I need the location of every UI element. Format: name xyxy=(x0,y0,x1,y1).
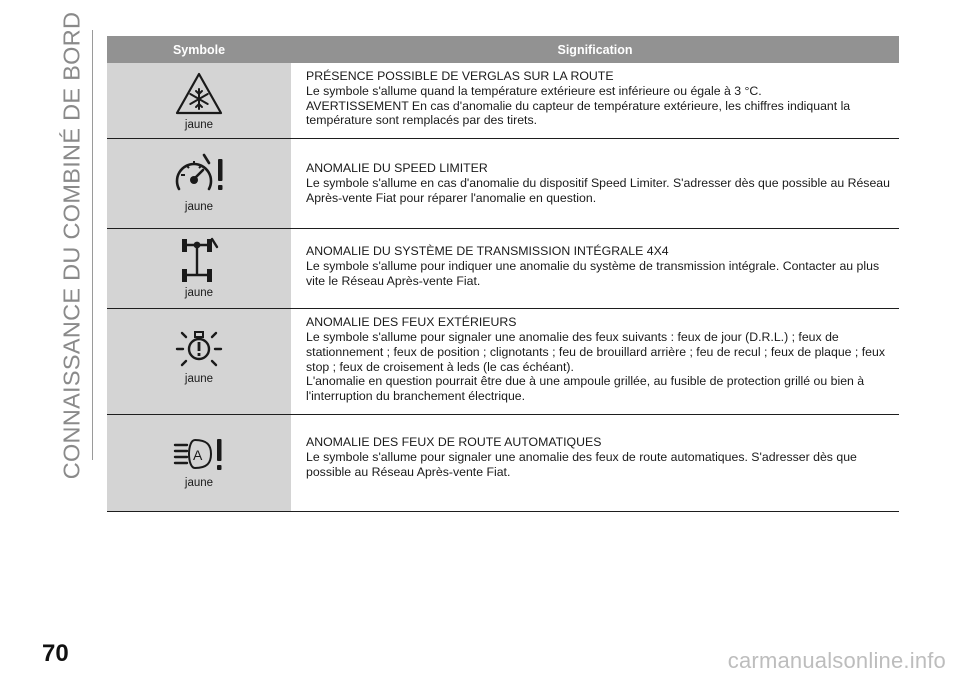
table-row xyxy=(107,139,899,229)
row-text: AVERTISSEMENT En cas d'anomalie du capteur de température extérieure, les chiffres indiquant la température sont remplacés par des tirets. xyxy=(306,98,851,128)
table-row xyxy=(107,414,899,511)
side-section-title-text: CONNAISSANCE DU COMBINÉ DE BORD xyxy=(58,11,85,479)
meaning-cell xyxy=(291,229,899,309)
symbol-cell xyxy=(107,229,291,309)
table-row xyxy=(107,63,899,139)
row-text: Le symbole s'allume pour indiquer une anomalie du système de transmission intégrale. Contacter au plus vite le Réseau Après-vente Fiat. xyxy=(306,258,880,288)
color-label: jaune xyxy=(184,201,214,214)
table-header-row xyxy=(107,36,899,63)
table-row xyxy=(107,309,899,415)
symbol-cell xyxy=(107,139,291,229)
symbols-table xyxy=(107,36,899,512)
symbol-cell xyxy=(107,309,291,415)
row-text: Le symbole s'allume pour signaler une anomalie des feux de route automatiques. S'adresser dès que possible au Réseau Après-vente Fiat. xyxy=(306,449,857,479)
watermark: carmanualsonline.info xyxy=(727,648,946,673)
color-label: jaune xyxy=(184,373,214,386)
meaning-cell xyxy=(291,414,899,511)
row-title: ANOMALIE DES FEUX EXTÉRIEURS xyxy=(306,315,517,330)
row-text: Le symbole s'allume en cas d'anomalie du dispositif Speed Limiter. S'adresser dès que possible au Réseau Après-vente Fiat pour réparer l'anomalie en question. xyxy=(306,175,890,205)
meaning-cell xyxy=(291,139,899,229)
symbol-cell xyxy=(107,63,291,139)
page-number: 70 xyxy=(42,640,69,667)
ice-warning-icon xyxy=(175,71,223,117)
row-title: ANOMALIE DU SYSTÈME DE TRANSMISSION INTÉGRALE 4X4 xyxy=(306,244,669,259)
row-title: PRÉSENCE POSSIBLE DE VERGLAS SUR LA ROUTE xyxy=(306,69,614,83)
speed-limiter-failure-icon xyxy=(171,151,227,199)
row-title: ANOMALIE DU SPEED LIMITER xyxy=(306,161,488,176)
color-label: jaune xyxy=(184,119,214,131)
header-meaning: Signification xyxy=(291,36,899,63)
exterior-lights-failure-icon xyxy=(174,327,224,371)
row-text: Le symbole s'allume quand la température extérieure est inférieure ou égale à 3 °C. xyxy=(306,83,762,98)
meaning-cell xyxy=(291,63,899,139)
row-title: ANOMALIE DES FEUX DE ROUTE AUTOMATIQUES xyxy=(306,434,602,449)
side-divider xyxy=(92,30,93,460)
color-label: jaune xyxy=(184,287,214,300)
symbol-cell xyxy=(107,414,291,511)
side-section-title xyxy=(54,11,90,479)
header-symbol: Symbole xyxy=(107,36,291,63)
awd-failure-icon xyxy=(179,237,219,285)
auto-high-beam-failure-icon xyxy=(173,435,225,475)
meaning-cell xyxy=(291,309,899,415)
row-text: L'anomalie en question pourrait être due à une ampoule grillée, au fusible de protection grillé ou bien à l'interruption du branchement électrique. xyxy=(306,374,865,404)
row-text: Le symbole s'allume pour signaler une anomalie des feux suivants : feux de jour (D.R.L.) ; feux de stationnement ; feux de position ; clignotants ; feu de brouillard arrière ; feu de recul ; feux de plaque ; feux stop ; feux de croisement à leds (le cas échéant). xyxy=(306,329,885,374)
svg-text:A: A xyxy=(193,446,203,463)
table-row xyxy=(107,229,899,309)
color-label: jaune xyxy=(184,476,214,489)
